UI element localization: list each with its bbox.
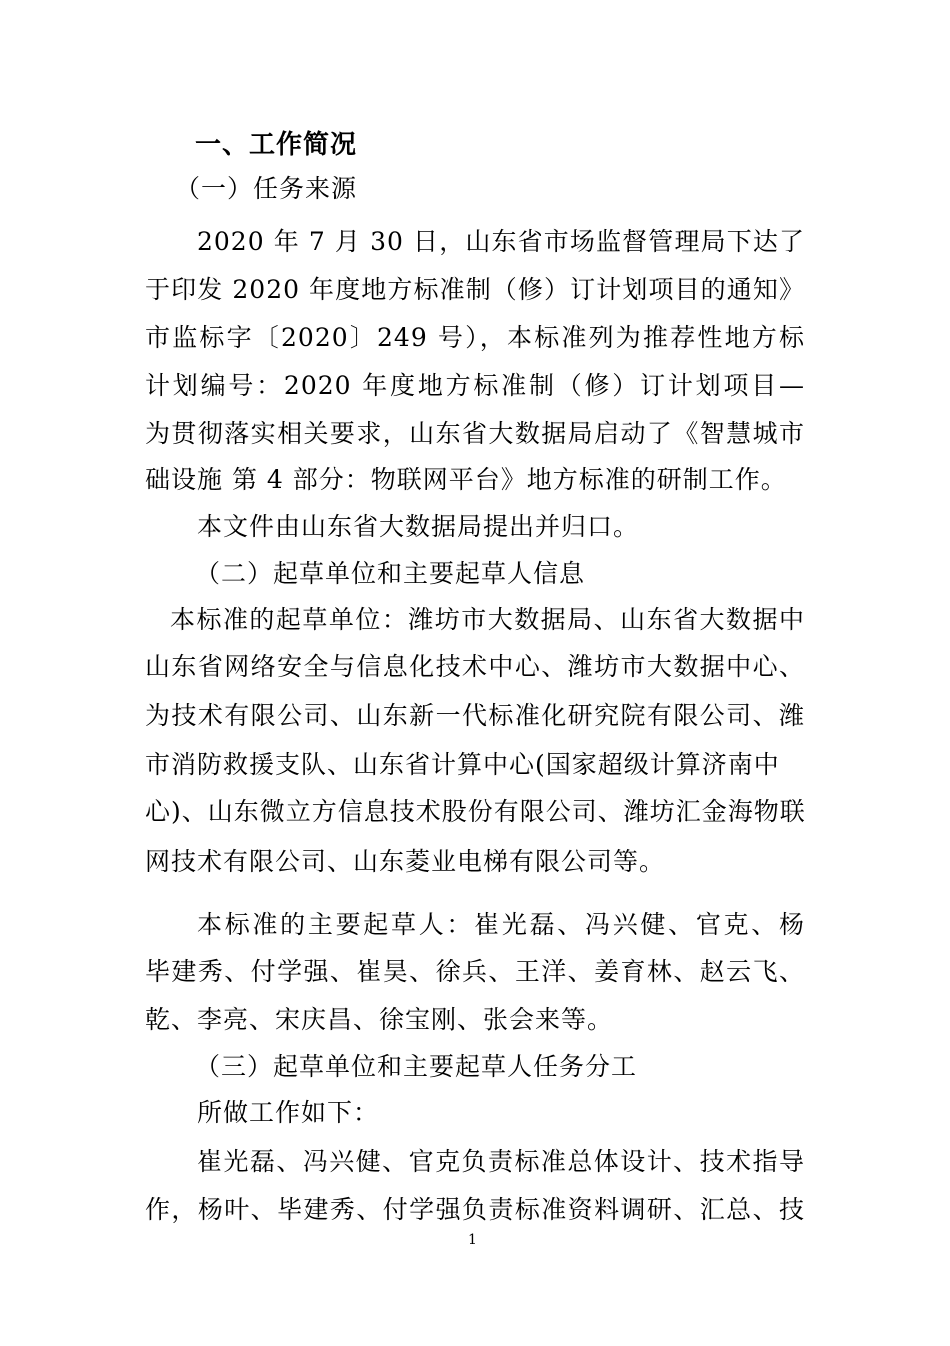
paragraph-line: 本标准的起草单位：潍坊市大数据局、山东省大数据中 (170, 605, 805, 634)
page-number: 1 (468, 1232, 477, 1248)
paragraph-line: 市监标字〔2020〕249 号），本标准列为推荐性地方标 (145, 323, 805, 352)
paragraph-line: 市消防救援支队、山东省计算中心(国家超级计算济南中 (145, 750, 780, 779)
paragraph-line: 心)、山东微立方信息技术股份有限公司、潍坊汇金海物联 (145, 797, 806, 826)
subsection-title: （三）起草单位和主要起草人任务分工 (195, 1052, 638, 1081)
paragraph: 本文件由山东省大数据局提出并归口。 (197, 512, 640, 541)
paragraph-line: 网技术有限公司、山东菱业电梯有限公司等。 (145, 847, 666, 876)
paragraph-line: 毕建秀、付学强、崔昊、徐兵、王洋、姜育林、赵云飞、 (145, 957, 805, 986)
paragraph-line: 为贯彻落实相关要求，山东省大数据局启动了《智慧城市 (145, 419, 805, 448)
paragraph: 所做工作如下： (197, 1098, 380, 1127)
paragraph-line: 计划编号：2020 年度地方标准制（修）订计划项目— (145, 371, 805, 400)
paragraph-line: 崔光磊、冯兴健、官克负责标准总体设计、技术指导 (197, 1147, 805, 1176)
subsection-title: （二）起草单位和主要起草人信息 (195, 559, 586, 588)
paragraph-line: 山东省网络安全与信息化技术中心、潍坊市大数据中心、 (145, 652, 805, 681)
paragraph-line: 于印发 2020 年度地方标准制（修）订计划项目的通知》 (145, 275, 805, 304)
paragraph-line: 作，杨叶、毕建秀、付学强负责标准资料调研、汇总、技 (145, 1195, 805, 1224)
section-heading: 一、工作简况 (195, 130, 358, 160)
paragraph-line: 乾、李亮、宋庆昌、徐宝刚、张会来等。 (145, 1005, 614, 1034)
paragraph-line: 为技术有限公司、山东新一代标准化研究院有限公司、潍 (145, 701, 805, 730)
paragraph-line: 2020 年 7 月 30 日，山东省市场监督管理局下达了 (197, 227, 805, 256)
subsection-title: （一）任务来源 (175, 174, 358, 203)
paragraph-line: 本标准的主要起草人：崔光磊、冯兴健、官克、杨 (197, 910, 805, 939)
paragraph-line: 础设施 第 4 部分：物联网平台》地方标准的研制工作。 (145, 465, 787, 494)
